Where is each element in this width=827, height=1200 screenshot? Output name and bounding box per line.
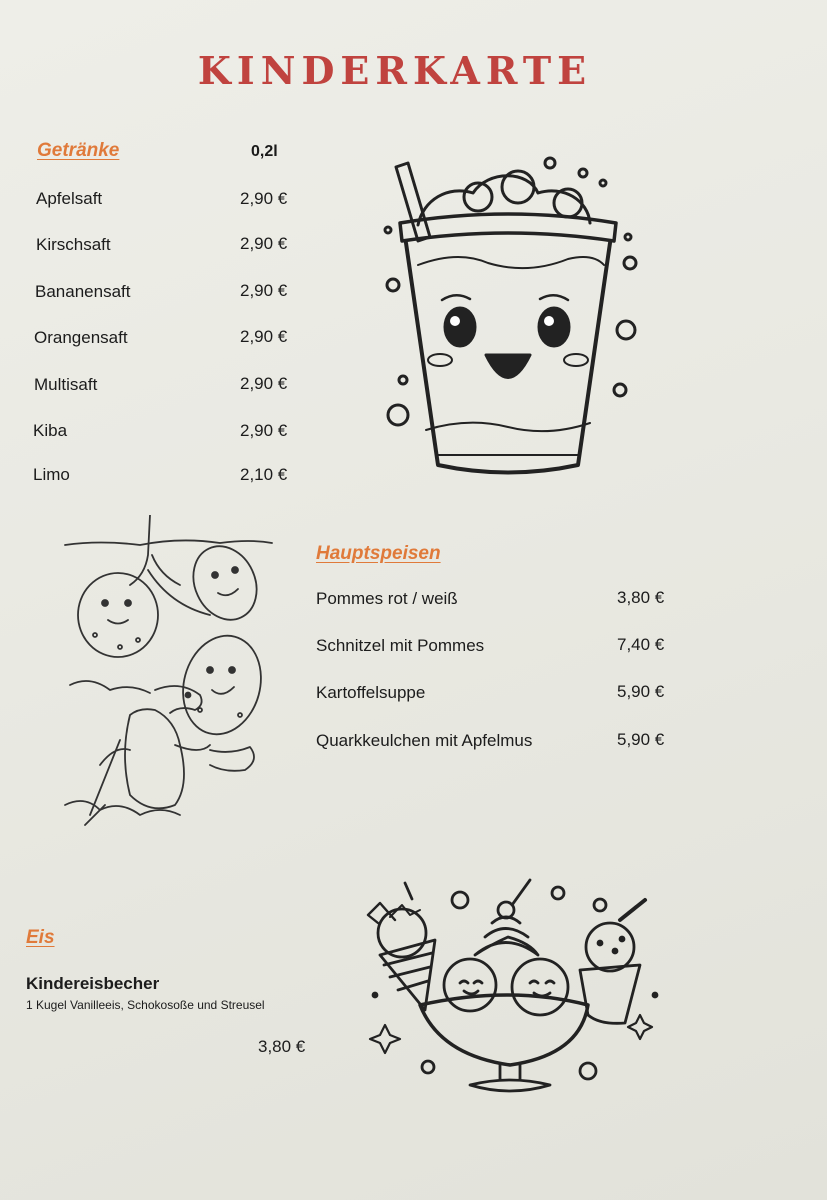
smoothie-cup-illustration <box>378 155 648 490</box>
menu-title: KINDERKARTE <box>197 48 593 93</box>
main-dish-name: Pommes rot / weiß <box>316 589 458 608</box>
ice-cream-sundae-illustration <box>360 875 665 1100</box>
ice-item-price: 3,80 € <box>258 1037 306 1056</box>
drink-price: 2,10 € <box>240 465 288 484</box>
drink-name: Apfelsaft <box>36 189 103 208</box>
main-dish-price: 3,80 € <box>617 588 665 607</box>
main-dish-name: Schnitzel mit Pommes <box>316 636 485 655</box>
drinks-heading: Getränke <box>37 140 120 161</box>
drink-name: Limo <box>33 465 70 484</box>
drink-name: Multisaft <box>34 375 98 394</box>
drink-price: 2,90 € <box>240 189 288 208</box>
drink-name: Bananensaft <box>35 282 131 301</box>
main-dish-price: 5,90 € <box>617 730 665 749</box>
drink-price: 2,90 € <box>240 374 288 393</box>
main-dish-name: Quarkkeulchen mit Apfelmus <box>316 731 533 750</box>
main-dish-price: 5,90 € <box>617 682 665 701</box>
drink-name: Kirschsaft <box>36 235 111 254</box>
drink-price: 2,90 € <box>240 421 288 440</box>
mole-potatoes-illustration <box>60 515 275 835</box>
drinks-size-label: 0,2l <box>251 143 278 160</box>
main-dish-price: 7,40 € <box>617 635 665 654</box>
drink-price: 2,90 € <box>240 281 288 300</box>
drink-price: 2,90 € <box>240 327 288 346</box>
ice-item-description: 1 Kugel Vanilleeis, Schokosoße und Streusel <box>26 998 265 1012</box>
drink-name: Kiba <box>33 421 68 440</box>
main-dish-name: Kartoffelsuppe <box>316 683 426 702</box>
mains-heading: Hauptspeisen <box>316 543 441 564</box>
ice-heading: Eis <box>26 927 55 948</box>
ice-item-name: Kindereisbecher <box>26 974 160 993</box>
drink-name: Orangensaft <box>34 328 128 347</box>
drink-price: 2,90 € <box>240 234 288 253</box>
